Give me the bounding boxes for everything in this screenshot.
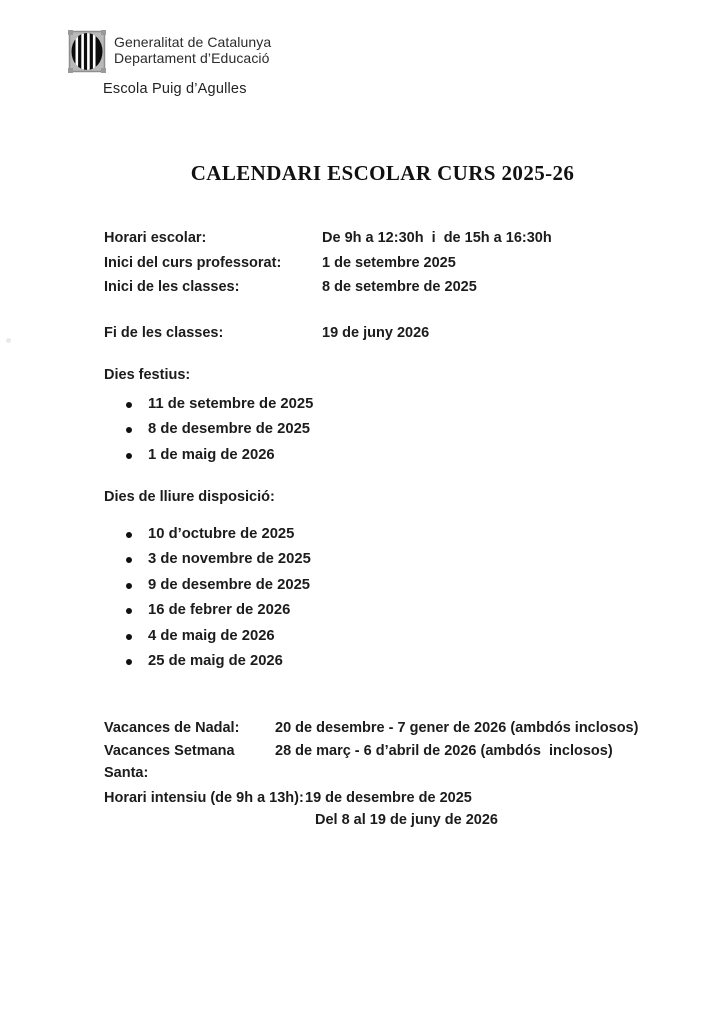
bullet-icon xyxy=(126,453,132,459)
org-department: Departament d’Educació xyxy=(114,50,270,66)
schedule-row-fi-classes xyxy=(104,321,552,346)
list-item xyxy=(104,547,311,572)
free-days-list xyxy=(104,522,311,674)
row-label: Fi de les classes: xyxy=(104,324,224,341)
school-name: Escola Puig d’Agulles xyxy=(103,81,247,97)
row-label: Vacances Setmana Santa: xyxy=(104,742,235,782)
row-value: 28 de març - 6 d’abril de 2026 (ambdós inclosos) xyxy=(275,742,613,759)
org-name: Generalitat de Catalunya xyxy=(114,34,272,50)
intensive-row-2 xyxy=(104,810,498,832)
intensive-schedule-section xyxy=(104,788,498,831)
schedule-section xyxy=(104,226,552,345)
bullet-icon xyxy=(126,659,132,665)
free-disposal-days-section xyxy=(104,489,311,674)
row-value: 8 de setembre de 2025 xyxy=(322,279,477,295)
generalitat-senyera-logo-icon xyxy=(68,30,106,73)
schedule-row-inici-professorat xyxy=(104,251,552,276)
list-item xyxy=(104,649,311,674)
holidays-list xyxy=(104,392,313,468)
bullet-icon xyxy=(126,402,132,408)
free-days-heading: Dies de lliure disposició: xyxy=(104,489,275,505)
row-label: Vacances de Nadal: xyxy=(104,720,240,736)
row-label: Inici del curs professorat: xyxy=(104,254,282,271)
page-title: CALENDARI ESCOLAR CURS 2025-26 xyxy=(190,161,575,185)
schedule-row-inici-classes xyxy=(104,275,552,300)
vacation-row-setmana-santa xyxy=(104,740,638,785)
list-item-text: 9 de desembre de 2025 xyxy=(148,576,311,593)
row-label: Inici de les classes: xyxy=(104,279,240,295)
holidays-heading: Dies festius: xyxy=(104,367,191,383)
bullet-icon xyxy=(126,608,132,614)
list-item-text: 8 de desembre de 2025 xyxy=(148,421,311,438)
header xyxy=(68,30,271,73)
row-value: De 9h a 12:30h i de 15h a 16:30h xyxy=(322,230,552,246)
list-item xyxy=(104,392,313,417)
list-item xyxy=(104,598,311,623)
list-item xyxy=(104,443,313,468)
row-value: 1 de setembre 2025 xyxy=(322,254,456,271)
bullet-icon xyxy=(126,583,132,589)
bullet-icon xyxy=(126,427,132,433)
list-item-text: 10 d’octubre de 2025 xyxy=(148,526,295,542)
row-value: 19 de desembre de 2025 xyxy=(305,790,472,806)
scan-artifact-dot xyxy=(6,338,11,343)
intensive-row-1 xyxy=(104,788,498,810)
row-label: Horari escolar: xyxy=(104,230,207,246)
bullet-icon xyxy=(126,532,132,538)
list-item-text: 4 de maig de 2026 xyxy=(148,627,275,644)
holidays-section xyxy=(104,367,313,468)
bullet-icon xyxy=(126,634,132,640)
vacation-row-nadal xyxy=(104,717,638,740)
list-item-text: 16 de febrer de 2026 xyxy=(148,602,291,619)
row-value: 20 de desembre - 7 gener de 2026 (ambdós inclosos) xyxy=(275,720,639,736)
row-value: 19 de juny 2026 xyxy=(322,324,430,341)
row-value: Del 8 al 19 de juny de 2026 xyxy=(315,811,498,828)
list-item xyxy=(104,417,313,442)
schedule-row-horari xyxy=(104,226,552,251)
bullet-icon xyxy=(126,557,132,563)
list-item-text: 1 de maig de 2026 xyxy=(148,446,275,463)
list-item-text: 3 de novembre de 2025 xyxy=(148,551,311,568)
list-item-text: 11 de setembre de 2025 xyxy=(148,396,314,412)
list-item-text: 25 de maig de 2026 xyxy=(148,653,283,670)
vacations-section xyxy=(104,717,638,785)
list-item xyxy=(104,522,311,547)
list-item xyxy=(104,573,311,598)
row-label: Horari intensiu (de 9h a 13h): xyxy=(104,790,304,806)
list-item xyxy=(104,624,311,649)
org-identity xyxy=(114,30,271,73)
